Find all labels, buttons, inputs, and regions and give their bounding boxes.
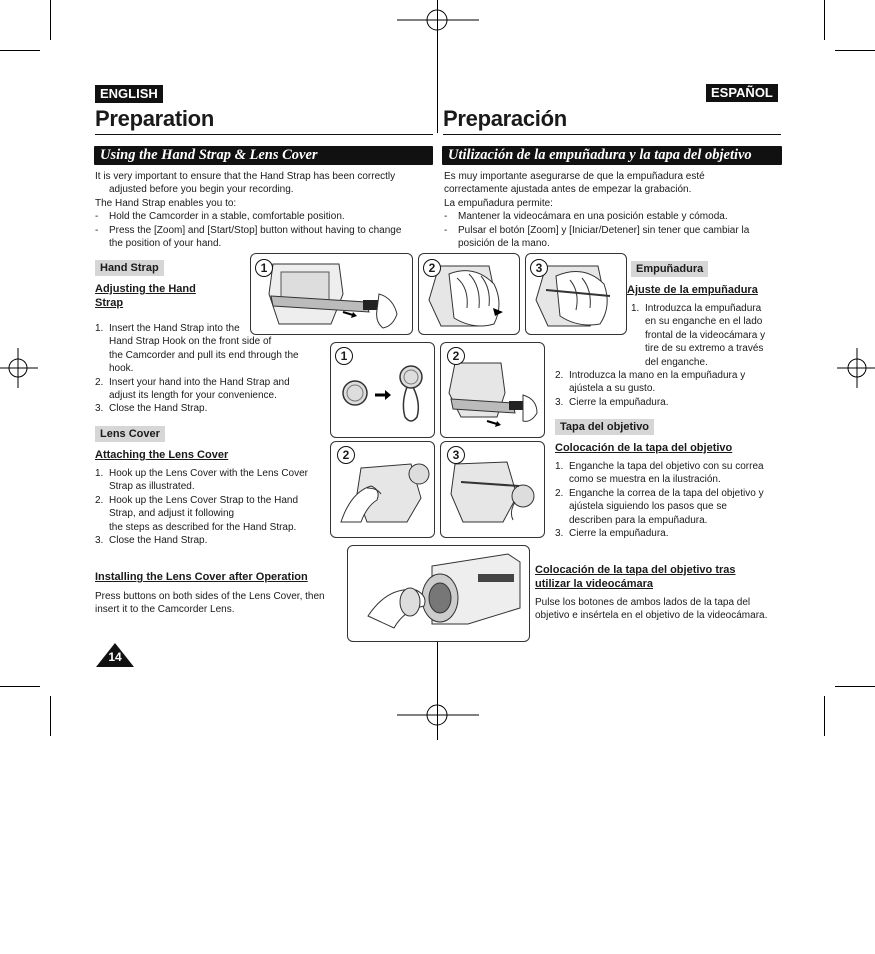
crop-mark — [835, 50, 875, 51]
step-number-badge: 1 — [255, 259, 273, 277]
step-text: Cierre la empuñadura. — [569, 528, 669, 540]
title-rule — [443, 134, 781, 135]
step-number-badge: 2 — [423, 259, 441, 277]
registration-mark-right — [837, 348, 875, 388]
bullet-item: the position of your hand. — [109, 238, 222, 250]
step-text: hook. — [109, 363, 134, 375]
step-number-badge: 3 — [447, 446, 465, 464]
step-text: Insert the Hand Strap into the — [109, 323, 240, 334]
bullet-item: Press the [Zoom] and [Start/Stop] button without having to change — [109, 224, 402, 236]
colocacion-steps — [555, 460, 780, 540]
step-text: Hand Strap Hook on the front side of — [109, 336, 272, 348]
bullet-item: posición de la mano. — [458, 238, 550, 250]
bullet-item: Mantener la videocámara en una posición estable y cómoda. — [458, 211, 728, 223]
step-text: en su enganche en el lado — [645, 316, 763, 328]
step-text: describen para la empuñadura. — [569, 514, 708, 526]
step-number: 1. — [95, 323, 104, 334]
step-number: 1. — [631, 303, 640, 314]
page-number: 14 — [108, 650, 122, 664]
step-number-badge: 1 — [335, 347, 353, 365]
installing-line: Press buttons on both sides of the Lens Cover, then — [95, 591, 325, 602]
figure-lens-cover-strap-attach — [440, 342, 545, 438]
adjusting-steps — [95, 322, 320, 416]
step-number: 2. — [555, 487, 564, 499]
step-text: del enganche. — [645, 356, 708, 368]
figure-install-lens-cover — [347, 545, 530, 642]
intro-line: Es muy importante asegurarse de que la empuñadura esté — [444, 171, 705, 182]
tras-title-line: Colocación de la tapa del objetivo tras — [535, 564, 736, 576]
step-number: 2. — [555, 370, 564, 381]
step-text: Close the Hand Strap. — [109, 403, 208, 415]
figure-hand-strap-step-1 — [250, 253, 413, 335]
step-number: 3. — [95, 535, 104, 547]
figure-hand-strap-step-2 — [418, 253, 520, 335]
figure-lens-cover-step-2 — [330, 441, 435, 538]
step-text: Close the Hand Strap. — [109, 535, 208, 547]
adjusting-title-line: Adjusting the Hand — [95, 283, 196, 295]
installing-title: Installing the Lens Cover after Operation — [95, 571, 308, 583]
crop-mark — [50, 0, 51, 40]
step-number: 1. — [555, 461, 564, 472]
intro-line: correctamente ajustada antes de empezar la grabación. — [444, 184, 692, 196]
figure-lens-cover-step-3 — [440, 441, 545, 538]
camcorder-strap-illustration — [251, 254, 412, 334]
step-text: Hook up the Lens Cover with the Lens Cover — [109, 468, 308, 479]
ajuste-step-1 — [631, 302, 781, 369]
step-text: frontal de la videocámara y — [645, 329, 766, 341]
english-intro: It is very important to ensure that the Hand Strap has been correctly adjusted before you begin your recording. The Hand Strap enables you to: - Hold the Camcorder in a stable, comfortable position. - Press the [Zoom] and [Start/Stop] button without having to change the position of your hand. — [95, 170, 425, 250]
step-text: tire de su extremo a través — [645, 343, 764, 355]
tras-line: Pulse los botones de ambos lados de la tapa del — [535, 597, 751, 608]
ajuste-title: Ajuste de la empuñadura — [627, 284, 758, 296]
step-text: Strap, and adjust it following — [109, 508, 235, 520]
empunadura-tag: Empuñadura — [631, 261, 708, 277]
hand-strap-tag: Hand Strap — [95, 260, 164, 276]
title-rule — [95, 134, 433, 135]
step-number-badge: 2 — [447, 347, 465, 365]
section-title-english: Using the Hand Strap & Lens Cover — [94, 146, 433, 165]
crop-mark — [50, 696, 51, 736]
section-title-spanish: Utilización de la empuñadura y la tapa del objetivo — [442, 146, 782, 165]
step-text: Introduzca la empuñadura — [645, 303, 762, 314]
figure-hand-strap-step-3 — [525, 253, 627, 335]
registration-mark-bottom — [397, 697, 479, 737]
step-number-badge: 3 — [530, 259, 548, 277]
attaching-steps — [95, 467, 330, 547]
adjusting-title — [95, 283, 196, 310]
step-text: Insert your hand into the Hand Strap and — [109, 376, 290, 388]
attaching-title: Attaching the Lens Cover — [95, 449, 229, 461]
camcorder-lens-cover-illustration — [348, 546, 529, 641]
tras-title — [535, 564, 736, 591]
step-number: 1. — [95, 468, 104, 479]
step-number: 3. — [555, 528, 564, 540]
page-title-spanish: Preparación — [443, 106, 567, 131]
registration-mark-top — [397, 2, 479, 42]
step-text: Cierre la empuñadura. — [569, 396, 669, 408]
step-text: como se muestra en la ilustración. — [569, 474, 721, 486]
tapa-tag: Tapa del objetivo — [555, 419, 654, 435]
step-text: Enganche la tapa del objetivo con su correa — [569, 461, 764, 472]
figure-lens-cover-step-1 — [330, 342, 435, 438]
step-text: the Camcorder and pull its end through the — [109, 349, 299, 361]
crop-mark — [0, 50, 40, 51]
step-number: 2. — [95, 376, 104, 388]
step-text: Hook up the Lens Cover Strap to the Hand — [109, 494, 299, 506]
step-number: 3. — [95, 403, 104, 415]
adjusting-title-line: Strap — [95, 296, 124, 309]
crop-mark — [835, 686, 875, 687]
page-title-english: Preparation — [95, 106, 214, 131]
spanish-intro: Es muy importante asegurarse de que la empuñadura esté correctamente ajustada antes de empezar la grabación. La empuñadura permite: - Mantener la videocámara en una posición estable y cómoda. - Pulsar el botón [Zoom] y [Iniciar/Detener] sin tener que cambiar la posición de la mano. — [444, 170, 779, 250]
step-text: Strap as illustrated. — [109, 481, 195, 493]
step-text: adjust its length for your convenience. — [109, 390, 277, 402]
crop-mark — [824, 0, 825, 40]
lens-cover-tag: Lens Cover — [95, 426, 165, 442]
registration-mark-left — [0, 348, 38, 388]
step-text: ajústela siguiendo los pasos que se — [569, 501, 727, 513]
ajuste-step-2-3 — [555, 369, 780, 409]
step-text: the steps as described for the Hand Strap. — [109, 521, 297, 533]
colocacion-title: Colocación de la tapa del objetivo — [555, 442, 733, 454]
intro-line: It is very important to ensure that the Hand Strap has been correctly — [95, 171, 396, 182]
bullet-item: Pulsar el botón [Zoom] y [Iniciar/Detener] sin tener que cambiar la — [458, 224, 750, 236]
crop-mark — [0, 686, 40, 687]
bullet-item: Hold the Camcorder in a stable, comfortable position. — [109, 211, 345, 223]
tras-text — [535, 596, 785, 623]
installing-line: insert it to the Camcorder Lens. — [95, 604, 235, 616]
intro-line: adjusted before you begin your recording. — [109, 184, 294, 196]
step-number: 3. — [555, 396, 564, 408]
step-text: ajústela a su gusto. — [569, 383, 656, 395]
crop-mark — [824, 696, 825, 736]
installing-text — [95, 590, 345, 617]
intro-line: The Hand Strap enables you to: — [95, 197, 237, 209]
intro-line: La empuñadura permite: — [444, 197, 553, 209]
tras-line: objetivo e insértela en el objetivo de la videocámara. — [535, 610, 768, 622]
step-text: Introduzca la mano en la empuñadura y — [569, 370, 746, 381]
language-tag-spanish: ESPAÑOL — [706, 84, 778, 102]
step-text: Enganche la correa de la tapa del objetivo y — [569, 487, 764, 499]
step-number-badge: 2 — [337, 446, 355, 464]
tras-title-line: utilizar la videocámara — [535, 577, 653, 590]
step-number: 2. — [95, 494, 104, 506]
language-tag-english: ENGLISH — [95, 85, 163, 103]
